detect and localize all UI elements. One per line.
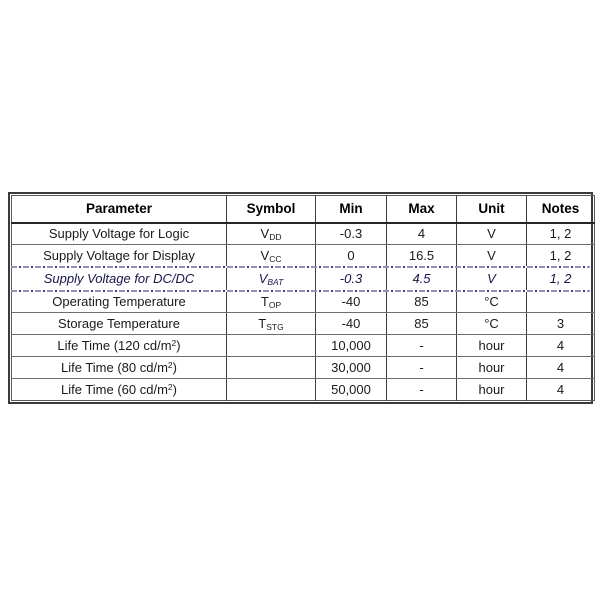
cell-notes: 4 [527,379,595,401]
cell-unit: °C [457,291,527,313]
cell-unit: V [457,223,527,245]
column-header-parameter: Parameter [12,196,227,223]
table-row-supply-voltage-logic [12,223,595,245]
cell-min: 30,000 [316,357,387,379]
cell-parameter: Storage Temperature [12,313,227,335]
cell-symbol: $V_{CC}$ [227,245,316,267]
cell-parameter: Supply Voltage for DC/DC [43,271,195,286]
table-row-supply-voltage-display [12,245,595,267]
cell-symbol: $V_{DD}$ [227,223,316,245]
cell-notes: 4 [527,357,595,379]
column-header-min: Min [316,196,387,223]
cell-max: - [387,357,457,379]
cell-max: 16.5 [387,245,457,267]
cell-unit: hour [457,357,527,379]
cell-parameter: Supply Voltage for Display [43,248,195,264]
column-header-unit: Unit [457,196,527,223]
cell-notes: 1, 2 [527,267,595,291]
cell-min: 10,000 [316,335,387,357]
table-row-operating-temperature [12,291,595,313]
cell-parameter: Supply Voltage for Logic [12,223,227,245]
cell-symbol: $V_{BAT}$ [227,267,316,291]
table-row-lifetime-80 [12,357,595,379]
cell-parameter: Life Time (120 $cd/m^2$) [12,335,227,357]
cell-max: - [387,335,457,357]
table-row-supply-voltage-dcdc-highlighted [12,267,595,291]
cell-unit: hour [457,379,527,401]
column-header-max: Max [387,196,457,223]
cell-notes: 4 [527,335,595,357]
cell-min: -40 [316,291,387,313]
absolute-maximum-ratings-table [11,195,595,401]
cell-notes: 1, 2 [527,223,595,245]
cell-max: - [387,379,457,401]
cell-min: 50,000 [316,379,387,401]
cell-symbol [227,379,316,401]
cell-unit: hour [457,335,527,357]
table-row-storage-temperature [12,313,595,335]
cell-symbol: $T_{OP}$ [227,291,316,313]
cell-parameter: Life Time (60 $cd/m^2$) [60,382,177,397]
table-row-lifetime-60 [12,379,595,401]
cell-notes [527,291,595,313]
column-header-notes: Notes [527,196,595,223]
cell-min: -0.3 [316,223,387,245]
cell-min: 0 [316,245,387,267]
cell-max: 85 [387,291,457,313]
cell-max: 4.5 [387,267,457,291]
cell-parameter: Life Time (80 $cd/m^2$) [12,357,227,379]
cell-symbol [227,357,316,379]
cell-max: 85 [387,313,457,335]
cell-parameter: Operating Temperature [12,291,227,313]
table-header-row [12,196,595,223]
cell-notes: 3 [527,313,595,335]
cell-unit: V [457,267,527,291]
cell-unit: V [457,245,527,267]
cell-notes: 1, 2 [527,245,595,267]
column-header-symbol: Symbol [227,196,316,223]
cell-min: -0.3 [316,267,387,291]
spec-table-container [8,192,593,404]
cell-min: -40 [316,313,387,335]
cell-max: 4 [387,223,457,245]
cell-symbol: $T_{STG}$ [227,313,316,335]
cell-unit: °C [457,313,527,335]
cell-symbol [227,335,316,357]
table-row-lifetime-120 [12,335,595,357]
